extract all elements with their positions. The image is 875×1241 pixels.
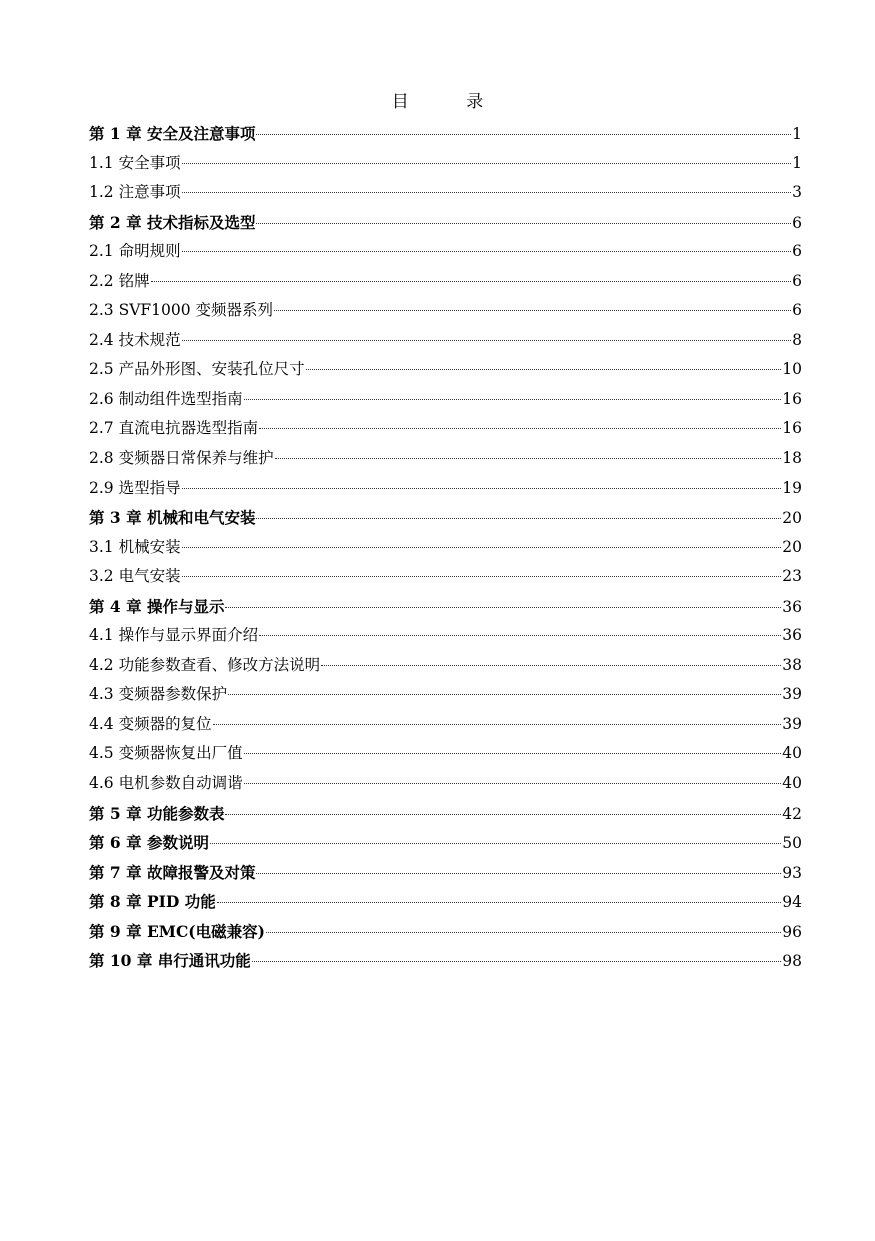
toc-entry-label: 第 1 章 安全及注意事项 — [89, 124, 256, 143]
toc-entry-label: 2.9 选型指导 — [89, 478, 181, 497]
toc-entry-label: 2.1 命明规则 — [89, 242, 181, 261]
toc-entry[interactable] — [89, 680, 802, 710]
toc-entry[interactable] — [89, 267, 802, 297]
table-of-contents — [89, 119, 802, 976]
toc-entry-page-number: 1 — [792, 153, 802, 172]
toc-entry-page-number: 20 — [782, 537, 802, 556]
toc-entry-label: 第 4 章 操作与显示 — [89, 596, 225, 616]
toc-entry-page-number: 36 — [782, 597, 802, 616]
toc-entry[interactable] — [89, 355, 802, 385]
page-title: 目 录 — [391, 92, 510, 112]
toc-entry-page-number: 38 — [782, 655, 802, 674]
dot-leader — [266, 932, 781, 933]
toc-entry[interactable] — [89, 621, 802, 651]
toc-entry[interactable] — [89, 651, 802, 681]
toc-entry[interactable] — [89, 858, 802, 888]
toc-entry[interactable] — [89, 149, 802, 179]
dot-leader — [244, 783, 782, 784]
toc-entry-page-number: 40 — [782, 744, 802, 763]
dot-leader — [256, 134, 791, 135]
toc-entry[interactable] — [89, 326, 802, 356]
toc-entry-page-number: 36 — [782, 626, 802, 645]
toc-entry-page-number: 16 — [782, 389, 802, 408]
toc-entry-label: 2.2 铭牌 — [89, 271, 150, 290]
toc-entry-label: 4.6 电机参数自动调谐 — [89, 774, 243, 793]
toc-entry[interactable] — [89, 739, 802, 769]
toc-entry-page-number: 23 — [782, 567, 802, 586]
toc-entry-label: 第 3 章 机械和电气安装 — [89, 508, 256, 528]
toc-entry-label: 第 9 章 EMC(电磁兼容) — [89, 921, 265, 941]
toc-entry[interactable] — [89, 385, 802, 415]
toc-entry-label: 2.3 SVF1000 变频器系列 — [89, 301, 274, 320]
toc-entry-page-number: 8 — [792, 330, 802, 349]
toc-entry[interactable] — [89, 917, 802, 947]
toc-entry[interactable] — [89, 592, 802, 622]
toc-entry[interactable] — [89, 208, 802, 238]
dot-leader — [182, 488, 782, 489]
toc-entry-page-number: 39 — [782, 685, 802, 704]
dot-leader — [244, 399, 782, 400]
toc-entry[interactable] — [89, 562, 802, 592]
toc-entry-label: 第 8 章 PID 功能 — [89, 892, 216, 912]
toc-entry-label: 3.1 机械安装 — [89, 537, 181, 556]
dot-leader — [256, 873, 781, 874]
toc-entry-page-number: 6 — [792, 242, 802, 261]
dot-leader — [244, 753, 782, 754]
toc-entry-page-number: 3 — [792, 183, 802, 202]
toc-entry-label: 第 2 章 技术指标及选型 — [89, 212, 256, 232]
dot-leader — [252, 961, 782, 962]
toc-entry-page-number: 19 — [782, 478, 802, 497]
toc-entry[interactable] — [89, 887, 802, 917]
dot-leader — [256, 518, 781, 519]
dot-leader — [259, 428, 781, 429]
toc-entry-page-number: 20 — [782, 509, 802, 528]
dot-leader — [217, 902, 782, 903]
toc-entry-page-number: 6 — [792, 301, 802, 320]
toc-entry-label: 2.6 制动组件选型指南 — [89, 389, 243, 408]
toc-entry[interactable] — [89, 769, 802, 799]
dot-leader — [225, 814, 781, 815]
toc-entry-page-number: 40 — [782, 774, 802, 793]
toc-entry-label: 1.2 注意事项 — [89, 183, 181, 202]
dot-leader — [275, 458, 782, 459]
dot-leader — [213, 724, 782, 725]
toc-entry-page-number: 18 — [782, 449, 802, 468]
toc-entry-label: 4.2 功能参数查看、修改方法说明 — [89, 655, 321, 674]
toc-entry-label: 4.4 变频器的复位 — [89, 714, 212, 733]
toc-entry[interactable] — [89, 799, 802, 829]
toc-entry[interactable] — [89, 533, 802, 563]
toc-entry[interactable] — [89, 237, 802, 267]
toc-entry-page-number: 1 — [792, 125, 802, 143]
toc-entry-label: 3.2 电气安装 — [89, 567, 181, 586]
toc-entry-label: 第 7 章 故障报警及对策 — [89, 862, 256, 882]
dot-leader — [306, 369, 782, 370]
toc-entry-page-number: 96 — [782, 922, 802, 941]
dot-leader — [274, 310, 791, 311]
dot-leader — [259, 635, 781, 636]
toc-entry[interactable] — [89, 444, 802, 474]
dot-leader — [182, 576, 782, 577]
toc-entry-page-number: 50 — [782, 834, 802, 853]
toc-entry-page-number: 39 — [782, 714, 802, 733]
toc-entry[interactable] — [89, 296, 802, 326]
toc-entry-label: 2.7 直流电抗器选型指南 — [89, 419, 259, 438]
dot-leader — [182, 192, 791, 193]
dot-leader — [182, 163, 791, 164]
dot-leader — [321, 665, 781, 666]
toc-entry-page-number: 42 — [782, 804, 802, 823]
toc-entry-label: 第 6 章 参数说明 — [89, 833, 209, 853]
toc-entry-page-number: 93 — [782, 863, 802, 882]
toc-entry[interactable] — [89, 946, 802, 976]
toc-entry[interactable] — [89, 474, 802, 504]
toc-entry-label: 第 10 章 串行通讯功能 — [89, 951, 251, 971]
toc-entry[interactable] — [89, 828, 802, 858]
toc-entry-label: 2.5 产品外形图、安装孔位尺寸 — [89, 360, 305, 379]
toc-entry[interactable] — [89, 503, 802, 533]
dot-leader — [151, 281, 791, 282]
toc-entry-label: 4.1 操作与显示界面介绍 — [89, 626, 259, 645]
dot-leader — [210, 843, 781, 844]
toc-entry-label: 4.3 变频器参数保护 — [89, 685, 228, 704]
dot-leader — [182, 251, 791, 252]
dot-leader — [256, 223, 791, 224]
toc-entry-page-number: 98 — [782, 952, 802, 971]
toc-entry-page-number: 16 — [782, 419, 802, 438]
toc-entry-label: 第 5 章 功能参数表 — [89, 803, 225, 823]
toc-entry-page-number: 6 — [792, 213, 802, 232]
toc-entry-label: 2.4 技术规范 — [89, 330, 181, 349]
toc-entry-label: 1.1 安全事项 — [89, 153, 181, 172]
dot-leader — [182, 547, 782, 548]
dot-leader — [182, 340, 791, 341]
dot-leader — [225, 607, 781, 608]
toc-entry-page-number: 94 — [782, 893, 802, 912]
toc-entry[interactable] — [89, 414, 802, 444]
toc-entry[interactable] — [89, 119, 802, 149]
toc-entry-page-number: 6 — [792, 271, 802, 290]
toc-entry[interactable] — [89, 178, 802, 208]
dot-leader — [228, 694, 781, 695]
toc-entry-page-number: 10 — [782, 360, 802, 379]
toc-entry-label: 2.8 变频器日常保养与维护 — [89, 449, 274, 468]
toc-entry[interactable] — [89, 710, 802, 740]
toc-entry-label: 4.5 变频器恢复出厂值 — [89, 744, 243, 763]
